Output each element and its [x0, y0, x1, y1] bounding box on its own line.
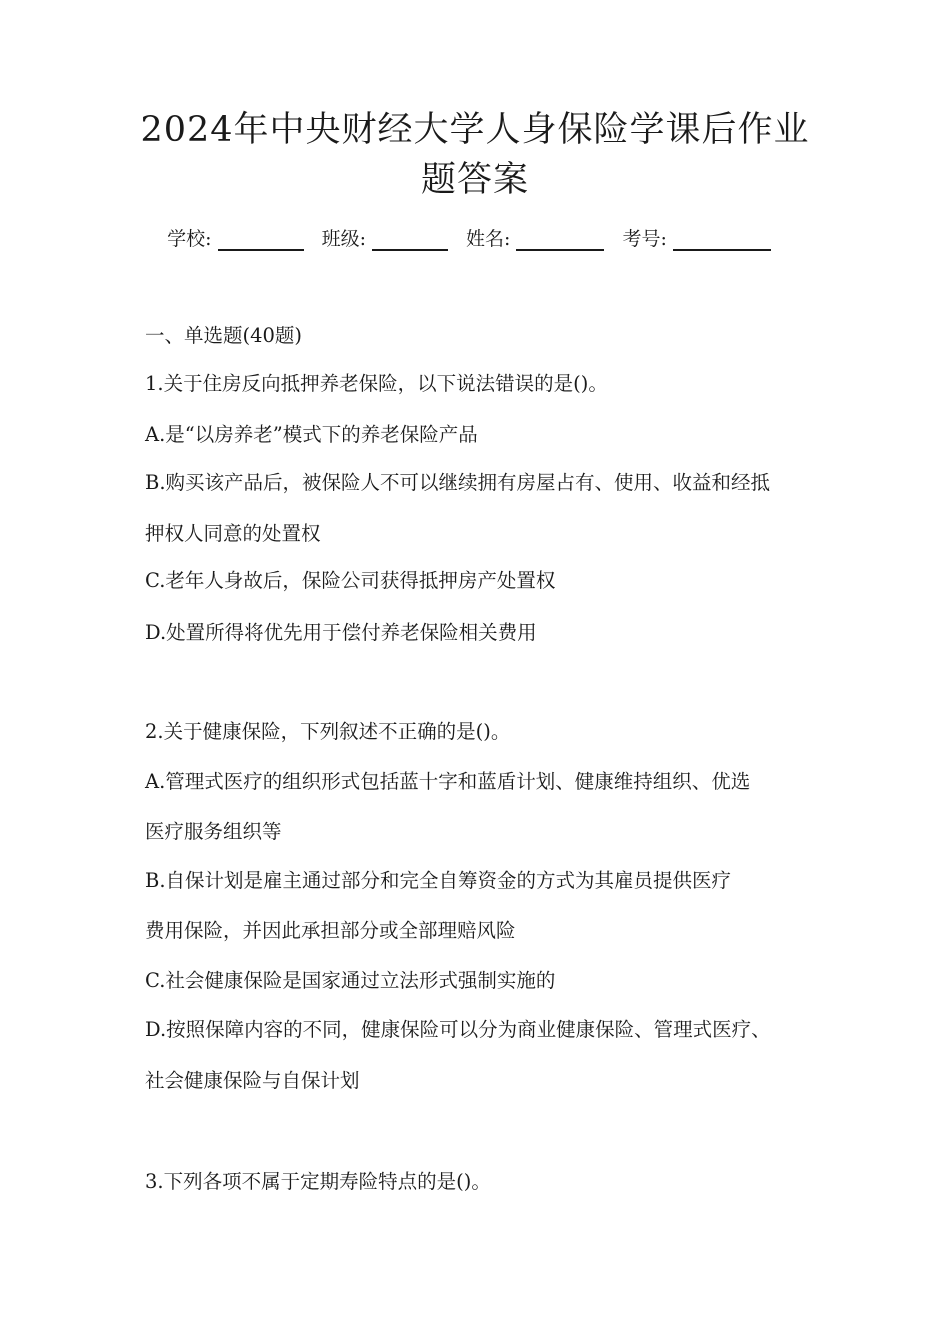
name-label: 姓名:: [466, 228, 511, 250]
question-2-option-d: D.按照保障内容的不同，健康保险可以分为商业健康保险、管理式医疗、: [145, 1018, 771, 1041]
question-2-option-d-continued: 社会健康保险与自保计划: [145, 1069, 360, 1092]
document-title-line-2: 题答案: [420, 160, 529, 200]
question-2-stem: 2.关于健康保险，下列叙述不正确的是()。: [145, 720, 511, 743]
question-1-option-c: C.老年人身故后，保险公司获得抵押房产处置权: [145, 569, 556, 592]
question-1-option-d: D.处置所得将优先用于偿付养老保险相关费用: [145, 621, 537, 644]
question-2-option-b-continued: 费用保险，并因此承担部分或全部理赔风险: [145, 919, 516, 942]
school-blank: [218, 225, 304, 251]
student-info-row: [0, 224, 950, 251]
exam-number-label: 考号:: [622, 228, 667, 250]
section-heading: 一、单选题(40题): [145, 324, 303, 347]
question-1-stem: 1.关于住房反向抵押养老保险，以下说法错误的是()。: [145, 372, 608, 395]
document-title-line-1: 2024年中央财经大学人身保险学课后作业: [140, 110, 810, 150]
class-label: 班级:: [321, 228, 366, 250]
question-3-stem: 3.下列各项不属于定期寿险特点的是()。: [145, 1170, 491, 1193]
school-label: 学校:: [167, 228, 212, 250]
question-2-option-c: C.社会健康保险是国家通过立法形式强制实施的: [145, 969, 556, 992]
question-1-option-b: B.购买该产品后，被保险人不可以继续拥有房屋占有、使用、收益和经抵: [145, 471, 771, 494]
question-2-option-a-continued: 医疗服务组织等: [145, 820, 282, 843]
question-2-option-a: A.管理式医疗的组织形式包括蓝十字和蓝盾计划、健康维持组织、优选: [145, 770, 751, 793]
exam-number-blank: [673, 225, 771, 251]
class-blank: [372, 225, 448, 251]
name-blank: [516, 225, 604, 251]
question-2-option-b: B.自保计划是雇主通过部分和完全自筹资金的方式为其雇员提供医疗: [145, 869, 732, 892]
question-1-option-a: A.是“以房养老”模式下的养老保险产品: [145, 423, 478, 446]
question-1-option-b-continued: 押权人同意的处置权: [145, 522, 321, 545]
